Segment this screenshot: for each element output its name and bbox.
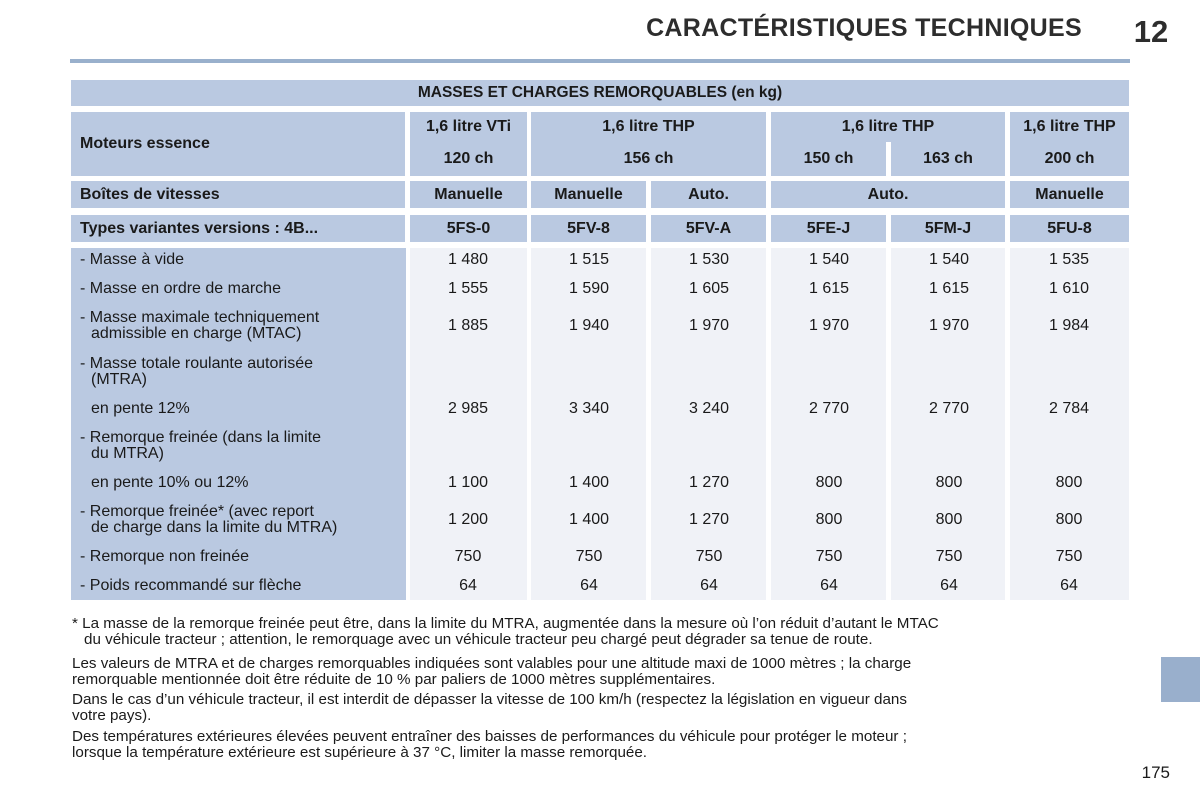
table-cell: 64 — [459, 577, 477, 594]
row-label-line: du MTRA) — [91, 445, 164, 462]
table-cell: 1 480 — [447, 251, 489, 268]
gearbox-cell-3: Auto. — [651, 181, 766, 208]
table-cell: 1 200 — [447, 511, 489, 528]
variant-cell-2: 5FV-8 — [531, 215, 646, 242]
table-cell: 1 605 — [688, 280, 730, 297]
chapter-number: 12 — [1133, 14, 1169, 49]
variant-cell-5: 5FM-J — [891, 215, 1005, 242]
row-sub-label-text: en pente 12% — [91, 400, 190, 417]
engine-header-1: 1,6 litre VTi — [410, 112, 527, 142]
note-line: votre pays). — [72, 707, 152, 724]
footnote-star — [72, 616, 1132, 648]
row-sub-label-text: en pente 10% ou 12% — [91, 474, 249, 491]
row-label-line: (MTRA) — [91, 371, 147, 388]
table-cell: 1 100 — [447, 474, 489, 491]
table-cell: 800 — [1055, 511, 1083, 528]
row-label-line: de charge dans la limite du MTRA) — [91, 519, 338, 536]
row-label — [80, 504, 405, 536]
engine-header-4: 1,6 litre THP — [1010, 112, 1129, 142]
row-label-line: - Remorque freinée (dans la limite — [80, 429, 321, 446]
gearbox-cell-4: Auto. — [771, 181, 1005, 208]
table-cell: 64 — [1060, 577, 1078, 594]
chapter-side-tab — [1161, 657, 1200, 702]
table-cell: 1 535 — [1048, 251, 1090, 268]
table-cell: 1 970 — [928, 317, 970, 334]
table-cell: 1 515 — [568, 251, 610, 268]
note-line: * La masse de la remorque freinée peut être, dans la limite du MTRA, augmentée dans la mesure où l’on réduit d’autant le MTAC — [72, 615, 939, 632]
table-cell: 2 784 — [1048, 400, 1090, 417]
variants-row-label: Types variantes versions : 4B... — [71, 215, 405, 242]
table-cell: 1 590 — [568, 280, 610, 297]
gearbox-row-label: Boîtes de vitesses — [71, 181, 405, 208]
row-label-line: - Masse maximale techniquement — [80, 309, 320, 326]
variant-cell-3: 5FV-A — [651, 215, 766, 242]
table-cell: 750 — [1055, 548, 1083, 565]
table-cell: 3 340 — [568, 400, 610, 417]
table-cell: 2 770 — [808, 400, 850, 417]
table-cell: 800 — [815, 474, 843, 491]
gearbox-cell-5: Manuelle — [1010, 181, 1129, 208]
row-label: - Remorque non freinée — [80, 548, 249, 565]
page-number: 175 — [1141, 763, 1170, 782]
engine-header-3: 1,6 litre THP — [771, 112, 1005, 142]
table-cell: 1 970 — [808, 317, 850, 334]
page-title: CARACTÉRISTIQUES TECHNIQUES — [646, 14, 1082, 42]
table-cell: 1 540 — [928, 251, 970, 268]
gearbox-cell-2: Manuelle — [531, 181, 646, 208]
table-cell: 2 985 — [447, 400, 489, 417]
row-sub-label — [80, 475, 405, 491]
table-cell: 64 — [940, 577, 958, 594]
note-line: Des températures extérieures élevées peuvent entraîner des baisses de performances du véhicule pour protéger le moteur ; — [72, 728, 907, 745]
table-cell: 1 615 — [928, 280, 970, 297]
note-line: du véhicule tracteur ; attention, le remorquage avec un véhicule tracteur peu chargé peut dégrader sa tenue de route. — [84, 631, 873, 648]
table-cell: 1 555 — [447, 280, 489, 297]
row-sub-label — [80, 401, 405, 417]
table-cell: 1 940 — [568, 317, 610, 334]
row-label — [80, 430, 405, 462]
table-cell: 1 885 — [447, 317, 489, 334]
table-cell: 750 — [575, 548, 603, 565]
table-cell: 800 — [935, 474, 963, 491]
variant-cell-4: 5FE-J — [771, 215, 886, 242]
note-paragraph — [72, 729, 1132, 761]
row-label — [80, 310, 405, 342]
power-cell-1: 120 ch — [410, 142, 527, 176]
table-cell: 3 240 — [688, 400, 730, 417]
table-cell: 1 270 — [688, 511, 730, 528]
power-cell-2: 156 ch — [531, 142, 766, 176]
table-cell: 750 — [454, 548, 482, 565]
table-cell: 800 — [815, 511, 843, 528]
variant-cell-1: 5FS-0 — [410, 215, 527, 242]
row-label — [80, 356, 405, 388]
engine-header-2: 1,6 litre THP — [531, 112, 766, 142]
variant-cell-6: 5FU-8 — [1010, 215, 1129, 242]
row-label-line: admissible en charge (MTAC) — [91, 325, 302, 342]
table-cell: 750 — [815, 548, 843, 565]
table-cell: 2 770 — [928, 400, 970, 417]
table-banner: MASSES ET CHARGES REMORQUABLES (en kg) — [71, 80, 1129, 106]
engine-row-label: Moteurs essence — [71, 112, 405, 176]
note-line: lorsque la température extérieure est supérieure à 37 °C, limiter la masse remorquée. — [72, 744, 648, 761]
row-label: - Masse en ordre de marche — [80, 280, 281, 297]
row-label: - Poids recommandé sur flèche — [80, 577, 302, 594]
table-cell: 1 970 — [688, 317, 730, 334]
table-cell: 750 — [935, 548, 963, 565]
table-cell: 1 400 — [568, 511, 610, 528]
power-cell-5: 200 ch — [1010, 142, 1129, 176]
table-cell: 1 615 — [808, 280, 850, 297]
table-cell: 1 984 — [1048, 317, 1090, 334]
note-paragraph — [72, 656, 1132, 688]
header-divider — [70, 59, 1130, 63]
table-cell: 1 400 — [568, 474, 610, 491]
row-label: - Masse à vide — [80, 251, 185, 268]
table-cell: 1 610 — [1048, 280, 1090, 297]
note-line: Dans le cas d’un véhicule tracteur, il est interdit de dépasser la vitesse de 100 km/h (respectez la législation en vigueur dans — [72, 691, 907, 708]
table-cell: 64 — [820, 577, 838, 594]
note-paragraph — [72, 692, 1132, 724]
table-cell: 64 — [580, 577, 598, 594]
table-cell: 1 270 — [688, 474, 730, 491]
power-cell-4: 163 ch — [891, 142, 1005, 176]
note-line: remorquable mentionnée doit être réduite de 10 % par paliers de 1000 mètres supplémentaires. — [72, 671, 716, 688]
table-cell: 1 530 — [688, 251, 730, 268]
power-cell-3: 150 ch — [771, 142, 886, 176]
note-line: Les valeurs de MTRA et de charges remorquables indiquées sont valables pour une altitude maxi de 1000 mètres ; la charge — [72, 655, 912, 672]
table-cell: 800 — [935, 511, 963, 528]
row-label-line: - Masse totale roulante autorisée — [80, 355, 314, 372]
row-label-line: - Remorque freinée* (avec report — [80, 503, 314, 520]
gearbox-cell-1: Manuelle — [410, 181, 527, 208]
table-cell: 800 — [1055, 474, 1083, 491]
table-cell: 1 540 — [808, 251, 850, 268]
table-cell: 750 — [695, 548, 723, 565]
table-cell: 64 — [700, 577, 718, 594]
